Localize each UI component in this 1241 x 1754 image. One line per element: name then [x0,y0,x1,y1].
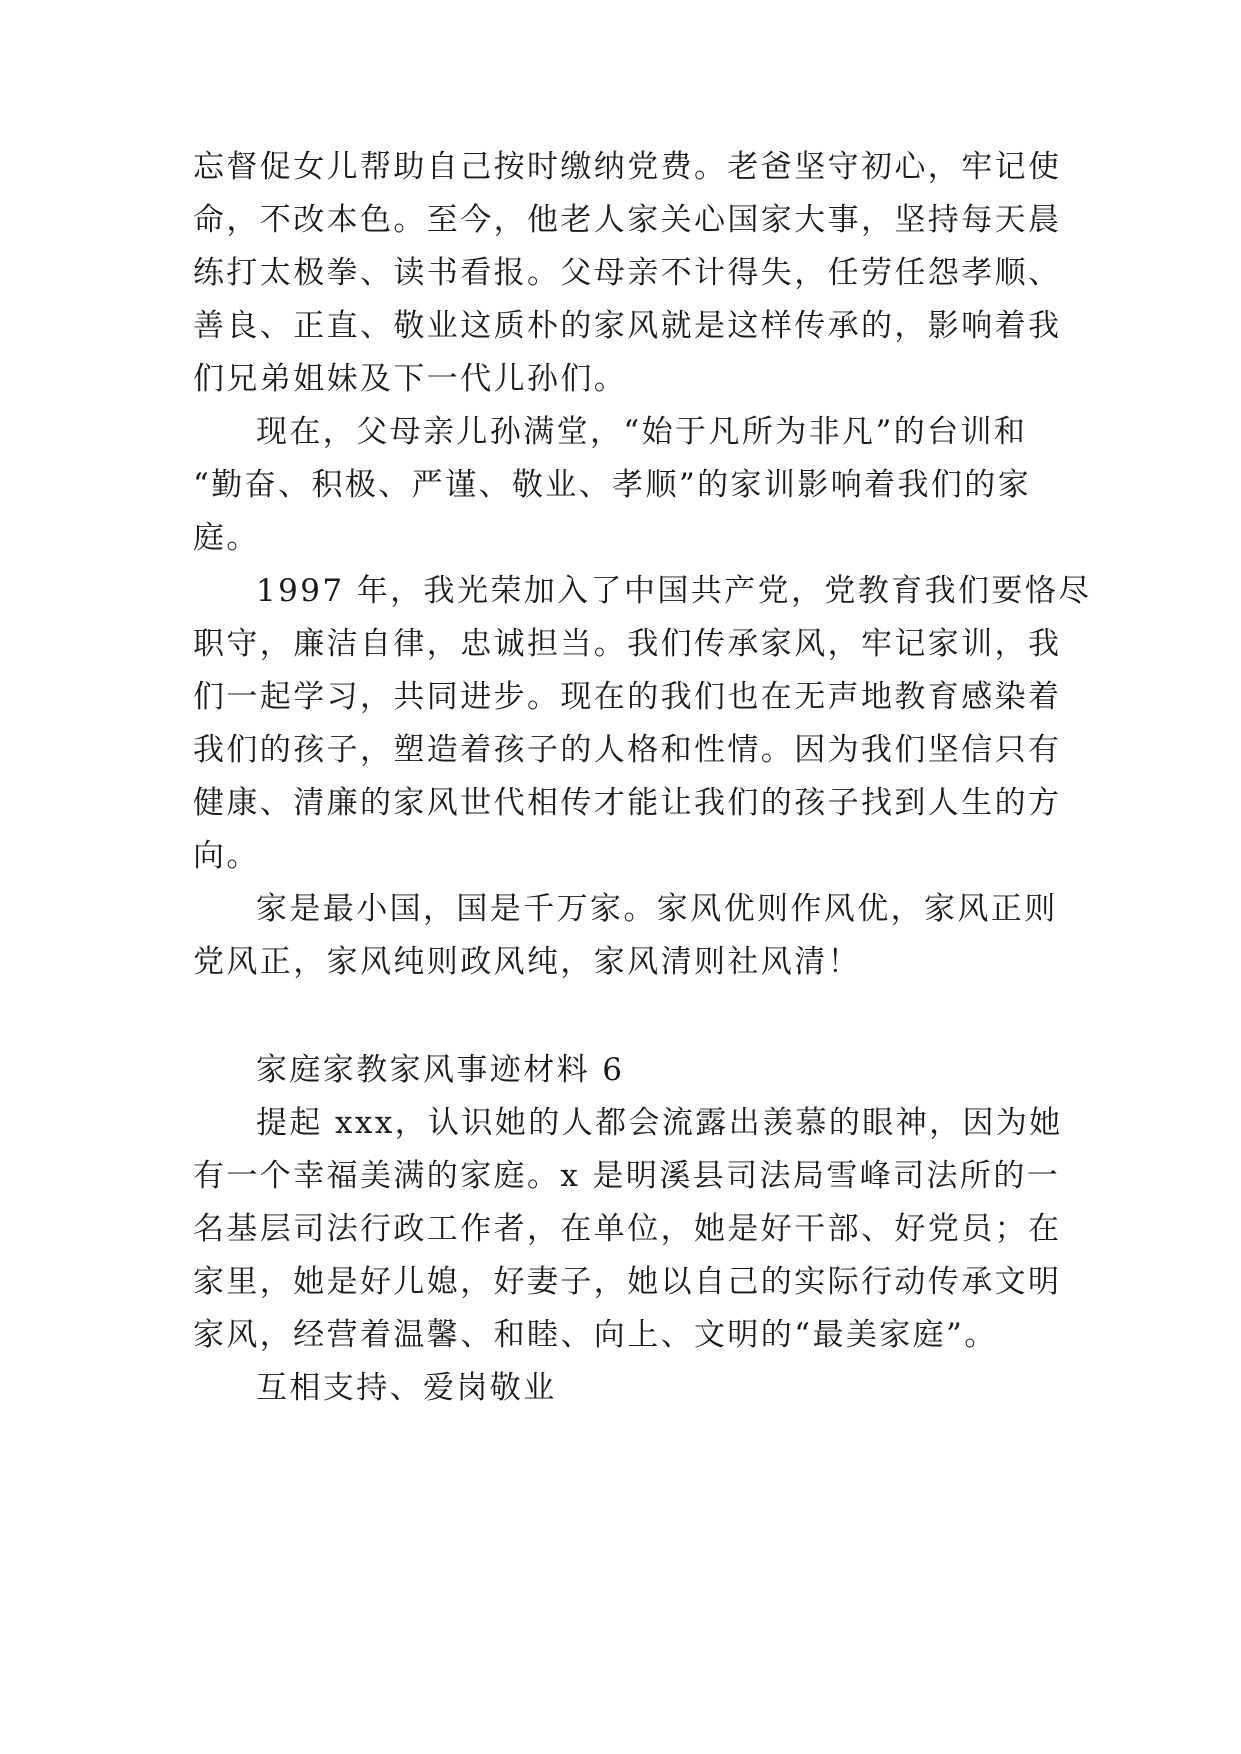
text-line: 练打太极拳、读书看报。父母亲不计得失，任劳任怨孝顺、 [193,255,1062,291]
text-line: 家是最小国，国是千万家。家风优则作风优，家风正则 [256,891,1058,927]
text-line: 健康、清廉的家风世代相传才能让我们的孩子找到人生的方 [193,785,1062,821]
text-line: 命，不改本色。至今，他老人家关心国家大事，坚持每天晨 [193,202,1062,238]
text-line: 忘督促女儿帮助自己按时缴纳党费。老爸坚守初心，牢记使 [193,149,1062,185]
text-line: 名基层司法行政工作者，在单位，她是好干部、好党员；在 [193,1211,1062,1247]
text-line: 向。 [193,838,260,874]
section-heading: 家庭家教家风事迹材料 6 [256,1052,625,1088]
text-line: 1997 年，我光荣加入了中国共产党，党教育我们要恪尽 [256,573,1092,609]
text-line: 家里，她是好儿媳，好妻子，她以自己的实际行动传承文明 [193,1264,1062,1300]
text-line: 职守，廉洁自律，忠诚担当。我们传承家风，牢记家训，我 [193,626,1062,662]
text-line: 们兄弟姐妹及下一代儿孙们。 [193,361,628,397]
text-line: 们一起学习，共同进步。现在的我们也在无声地教育感染着 [193,679,1062,715]
text-line: 庭。 [193,520,260,556]
text-line: “勤奋、积极、严谨、敬业、孝顺”的家训影响着我们的家 [193,467,1032,503]
text-line: 党风正，家风纯则政风纯，家风清则社风清！ [193,944,861,980]
text-line: 提起 xxx，认识她的人都会流露出羡慕的眼神，因为她 [256,1105,1063,1141]
text-line: 现在，父母亲儿孙满堂，“始于凡所为非凡”的台训和 [256,414,1028,450]
text-line: 善良、正直、敬业这质朴的家风就是这样传承的，影响着我 [193,308,1062,344]
text-line: 我们的孩子，塑造着孩子的人格和性情。因为我们坚信只有 [193,732,1062,768]
text-line: 家风，经营着温馨、和睦、向上、文明的“最美家庭”。 [193,1317,998,1353]
text-line: 有一个幸福美满的家庭。x 是明溪县司法局雪峰司法所的一 [193,1158,1061,1194]
subsection-heading: 互相支持、爱岗敬业 [256,1370,557,1406]
